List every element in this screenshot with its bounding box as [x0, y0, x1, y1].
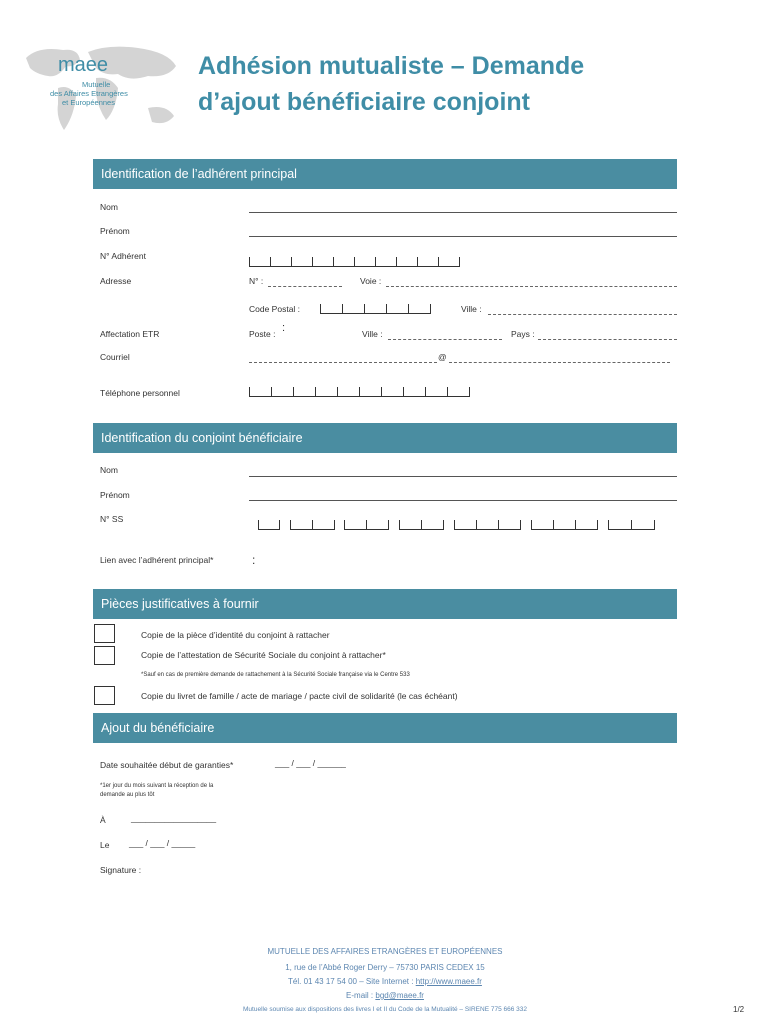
numero-adherent-boxes[interactable]	[249, 257, 460, 267]
section-heading-adherent: Identification de l’adhérent principal	[93, 159, 677, 189]
label-num: N° :	[249, 276, 264, 286]
poste-colon: :	[282, 322, 286, 334]
section-heading-conjoint: Identification du conjoint bénéficiaire	[93, 423, 677, 453]
piece-identite-label: Copie de la pièce d’identité du conjoint à rattacher	[141, 630, 330, 640]
voie-field[interactable]	[386, 286, 677, 287]
courriel-user-field[interactable]	[249, 362, 437, 363]
checkbox-attestation-ss[interactable]	[94, 646, 115, 665]
attestation-note: *Sauf en cas de première demande de rattachement à la Sécurité Sociale française via le Centre 533	[141, 672, 410, 678]
label-voie: Voie :	[360, 276, 382, 286]
footer-email-label: E-mail :	[346, 991, 376, 1000]
label-poste: Poste :	[249, 329, 276, 339]
date-note-line1: *1er jour du mois suivant la réception de la	[100, 783, 214, 789]
label-ville: Ville :	[461, 304, 482, 314]
ss-group-2[interactable]	[290, 520, 335, 530]
ss-group-7[interactable]	[608, 520, 655, 530]
footer-website-link[interactable]: http://www.maee.fr	[415, 977, 482, 986]
logo-line1: Mutuelle	[82, 80, 111, 89]
page-title	[198, 48, 718, 120]
label-adresse: Adresse	[100, 276, 132, 286]
label-courriel: Courriel	[100, 352, 130, 362]
label-affectation: Affectation ETR	[100, 329, 160, 339]
label-le: Le	[100, 840, 110, 850]
footer-contact	[0, 977, 770, 986]
footer-email	[0, 991, 770, 1000]
label-telephone: Téléphone personnel	[100, 388, 180, 398]
label-nom-conjoint: Nom	[100, 465, 118, 475]
label-lieu: À	[100, 815, 106, 825]
ville-field[interactable]	[488, 314, 677, 315]
logo-name: maee	[58, 54, 109, 76]
title-line2: d’ajout bénéficiaire conjoint	[198, 88, 530, 116]
footer-legal: Mutuelle soumise aux dispositions des livres I et II du Code de la Mutualité – SIRENE 775 666 332	[243, 1006, 527, 1013]
logo-line3: et Européennes	[62, 98, 115, 107]
ville-affectation-field[interactable]	[388, 339, 502, 340]
ss-group-5[interactable]	[454, 520, 521, 530]
lien-colon: :	[252, 553, 256, 567]
prenom-field[interactable]	[249, 236, 677, 237]
checkbox-piece-identite[interactable]	[94, 624, 115, 643]
ss-group-3[interactable]	[344, 520, 389, 530]
label-prenom-conjoint: Prénom	[100, 490, 130, 500]
prenom-conjoint-field[interactable]	[249, 500, 677, 501]
label-pays: Pays :	[511, 329, 535, 339]
maee-logo	[18, 38, 183, 148]
label-signature: Signature :	[100, 865, 142, 875]
code-postal-boxes[interactable]	[320, 304, 431, 314]
date-debut-field[interactable]: ___ / ___ / ______	[275, 758, 346, 768]
label-code-postal: Code Postal :	[249, 304, 301, 314]
pays-field[interactable]	[538, 339, 677, 340]
date-note-line2: demande au plus tôt	[100, 792, 155, 798]
courriel-domain-field[interactable]	[449, 362, 670, 363]
page-number: 1/2	[733, 1005, 745, 1014]
checkbox-livret-famille[interactable]	[94, 686, 115, 705]
ss-group-6[interactable]	[531, 520, 598, 530]
label-ville-affectation: Ville :	[362, 329, 383, 339]
footer-email-link[interactable]: bgd@maee.fr	[375, 991, 424, 1000]
livret-famille-label: Copie du livret de famille / acte de mariage / pacte civil de solidarité (le cas échéant)	[141, 691, 458, 701]
label-lien: Lien avec l’adhérent principal*	[100, 555, 214, 565]
label-numero-ss: N° SS	[100, 514, 124, 524]
label-prenom: Prénom	[100, 226, 130, 236]
courriel-at: @	[438, 352, 447, 362]
label-nom: Nom	[100, 202, 118, 212]
footer-phone-site: Tél. 01 43 17 54 00 – Site Internet :	[288, 977, 416, 986]
num-field[interactable]	[268, 286, 342, 287]
date-signature-field[interactable]: ___ / ___ / _____	[129, 838, 196, 848]
footer-org: MUTUELLE DES AFFAIRES ETRANGÈRES ET EUROPÉENNES	[267, 947, 503, 956]
nom-field[interactable]	[249, 212, 677, 213]
section-heading-pieces: Pièces justificatives à fournir	[93, 589, 677, 619]
footer-address: 1, rue de l’Abbé Roger Derry – 75730 PARIS CEDEX 15	[285, 963, 485, 972]
lieu-field[interactable]: __________________	[131, 813, 217, 823]
ss-group-1[interactable]	[258, 520, 280, 530]
telephone-boxes[interactable]	[249, 387, 470, 397]
nom-conjoint-field[interactable]	[249, 476, 677, 477]
label-numero-adherent: N° Adhérent	[100, 251, 146, 261]
logo-line2: des Affaires Etrangères	[50, 89, 128, 98]
title-line1: Adhésion mutualiste – Demande	[198, 52, 585, 80]
ss-group-4[interactable]	[399, 520, 444, 530]
attestation-ss-label: Copie de l’attestation de Sécurité Sociale du conjoint à rattacher*	[141, 650, 386, 660]
label-date-debut: Date souhaitée début de garanties*	[100, 760, 234, 770]
section-heading-ajout: Ajout du bénéficiaire	[93, 713, 677, 743]
